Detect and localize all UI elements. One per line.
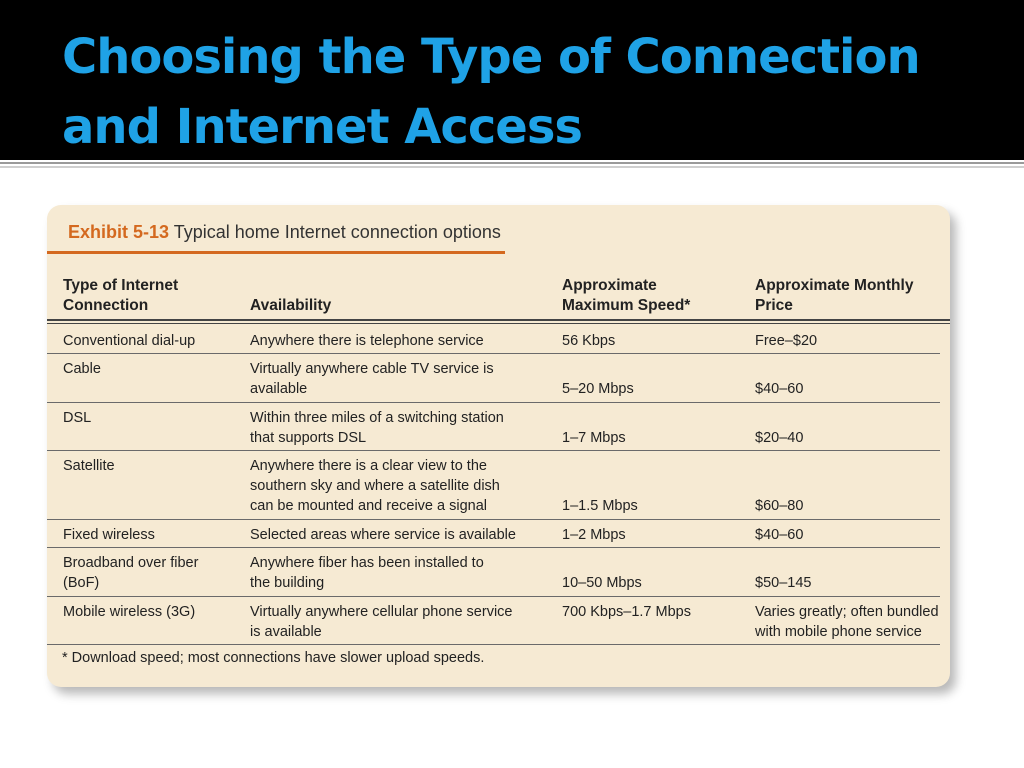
cell-type: Fixed wireless (63, 527, 155, 543)
cell-price: Varies greatly; often bundled with mobile phone service (755, 604, 939, 640)
cell-availability: Virtually anywhere cable TV service is available (250, 361, 494, 397)
row-divider (47, 519, 940, 520)
header-rule-secondary (47, 323, 950, 324)
cell-availability: Anywhere fiber has been installed to the building (250, 555, 484, 591)
cell-availability: Selected areas where service is available (250, 527, 516, 543)
column-header-availability: Availability (250, 297, 332, 314)
row-divider (47, 596, 940, 597)
column-header-type: Type of Internet Connection (63, 277, 179, 314)
cell-availability: Anywhere there is telephone service (250, 333, 484, 349)
cell-type: Satellite (63, 458, 115, 474)
cell-availability: Within three miles of a switching station that supports DSL (250, 410, 504, 446)
cell-type: Mobile wireless (3G) (63, 604, 196, 620)
row-divider (47, 450, 940, 451)
cell-type: Conventional dial-up (63, 333, 196, 349)
column-header-price: Approximate Monthly Price (755, 277, 914, 314)
header-rule (47, 319, 950, 321)
exhibit-caption (68, 222, 501, 243)
cell-type: Broadband over fiber (BoF) (63, 555, 199, 591)
cell-speed: 1–7 Mbps (562, 430, 626, 446)
cell-price: $40–60 (755, 527, 804, 543)
column-header-speed: Approximate Maximum Speed* (562, 277, 691, 314)
row-divider (47, 402, 940, 403)
cell-type: DSL (63, 410, 92, 426)
cell-price: $60–80 (755, 498, 804, 514)
row-divider (47, 353, 940, 354)
table-footnote: * Download speed; most connections have slower upload speeds. (62, 650, 485, 666)
cell-speed: 1–1.5 Mbps (562, 498, 638, 514)
cell-speed: 700 Kbps–1.7 Mbps (562, 604, 691, 620)
cell-price: $20–40 (755, 430, 804, 446)
cell-type: Cable (63, 361, 101, 377)
slide-title: Choosing the Type of Connection and Internet Access (62, 29, 920, 155)
cell-price: $50–145 (755, 575, 812, 591)
cell-speed: 1–2 Mbps (562, 527, 626, 543)
cell-availability: Virtually anywhere cellular phone service is available (250, 604, 513, 640)
row-divider (47, 644, 940, 645)
cell-price: Free–$20 (755, 333, 818, 349)
slide-header (0, 0, 1024, 160)
cell-speed: 5–20 Mbps (562, 381, 634, 397)
header-divider (0, 162, 1024, 164)
cell-availability: Anywhere there is a clear view to the southern sky and where a satellite dish can be mounted and receive a signal (250, 458, 500, 514)
exhibit-caption-text: Typical home Internet connection options (173, 222, 501, 242)
header-divider-secondary (0, 166, 1024, 168)
caption-underline (47, 251, 505, 254)
cell-speed: 10–50 Mbps (562, 575, 642, 591)
row-divider (47, 547, 940, 548)
cell-price: $40–60 (755, 381, 804, 397)
exhibit-number: Exhibit 5-13 (68, 222, 170, 242)
cell-speed: 56 Kbps (562, 333, 616, 349)
